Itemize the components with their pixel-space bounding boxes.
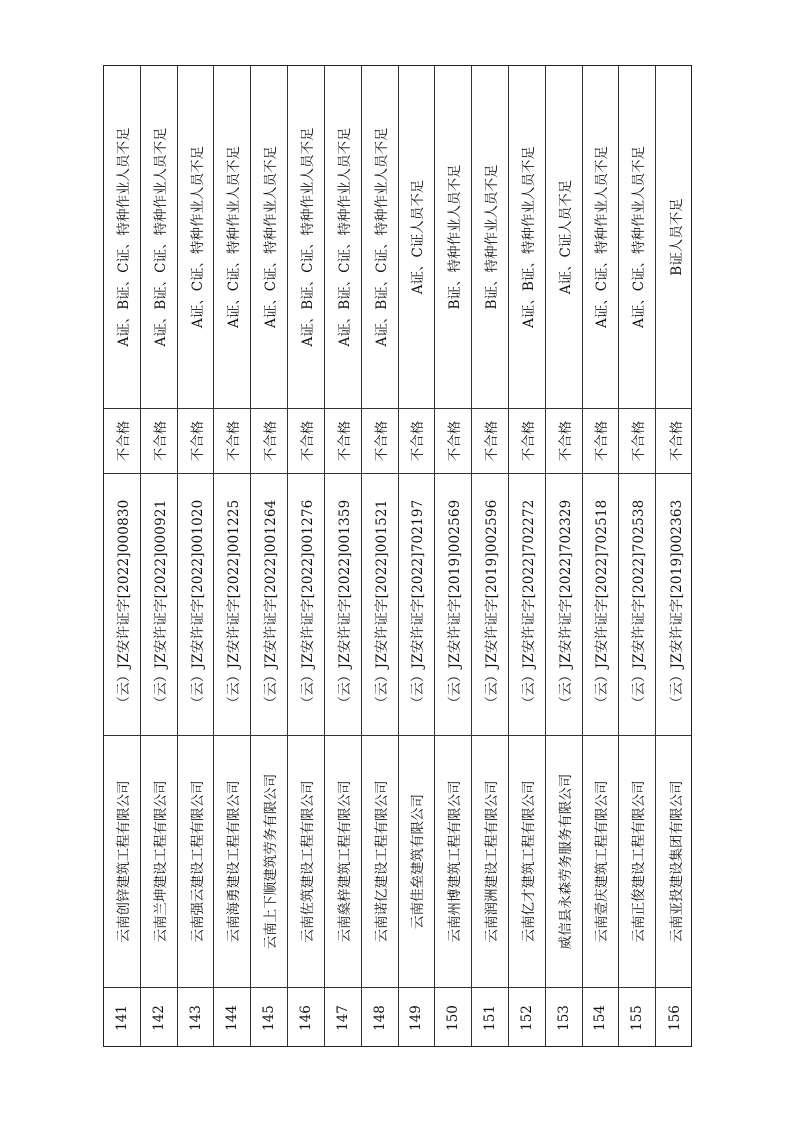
row-number: 145 (251, 987, 287, 1047)
table-row (288, 66, 325, 1047)
table-row (214, 66, 251, 1047)
table-row (104, 66, 141, 1047)
company-name: 云南诺亿建设工程有限公司 (362, 735, 398, 987)
license-number: （云）JZ安许证字[2022]001020 (178, 473, 214, 735)
failure-reason: A证、B证、C证、特种作业人员不足 (336, 127, 353, 347)
company-name: 云南佐筑建设工程有限公司 (288, 735, 324, 987)
check-result: 不合格 (656, 408, 692, 473)
failure-reason: B证、特种作业人员不足 (484, 164, 501, 310)
failure-reason: B证人员不足 (668, 198, 685, 276)
company-name: 云南兰坤建设工程有限公司 (141, 735, 177, 987)
table-row (583, 66, 620, 1047)
failure-reason: A证、B证、C证、特种作业人员不足 (115, 127, 132, 347)
license-number: （云）JZ安许证字[2022]702329 (546, 473, 582, 735)
row-number: 150 (435, 987, 471, 1047)
license-number: （云）JZ安许证字[2022]000830 (104, 473, 140, 735)
company-name: 云南上下顺建筑劳务有限公司 (251, 735, 287, 987)
row-number: 147 (325, 987, 361, 1047)
check-result: 不合格 (141, 408, 177, 473)
license-number: （云）JZ安许证字[2022]000921 (141, 473, 177, 735)
license-number: （云）JZ安许证字[2022]702518 (583, 473, 619, 735)
check-result: 不合格 (399, 408, 435, 473)
license-number: （云）JZ安许证字[2019]002596 (472, 473, 508, 735)
check-result: 不合格 (251, 408, 287, 473)
failure-reason: A证、B证、C证、特种作业人员不足 (299, 127, 316, 347)
check-result: 不合格 (104, 408, 140, 473)
check-result: 不合格 (178, 408, 214, 473)
table-row (325, 66, 362, 1047)
license-number: （云）JZ安许证字[2022]001225 (214, 473, 250, 735)
license-number: （云）JZ安许证字[2022]702538 (619, 473, 655, 735)
company-name: 云南州博建筑工程有限公司 (435, 735, 471, 987)
failure-reason: A证、B证、C证、特种作业人员不足 (152, 127, 169, 347)
license-number: （云）JZ安许证字[2022]001359 (325, 473, 361, 735)
company-name: 云南正俊建设工程有限公司 (619, 735, 655, 987)
check-result: 不合格 (546, 408, 582, 473)
check-result: 不合格 (325, 408, 361, 473)
table-row (251, 66, 288, 1047)
license-number: （云）JZ安许证字[2019]002569 (435, 473, 471, 735)
table-row (435, 66, 472, 1047)
row-number: 153 (546, 987, 582, 1047)
table-row (362, 66, 399, 1047)
table-row (472, 66, 509, 1047)
table-row (141, 66, 178, 1047)
check-result: 不合格 (472, 408, 508, 473)
license-number: （云）JZ安许证字[2022]702272 (509, 473, 545, 735)
table-row (509, 66, 546, 1047)
row-number: 154 (583, 987, 619, 1047)
row-number: 148 (362, 987, 398, 1047)
check-result: 不合格 (619, 408, 655, 473)
company-name: 云南燊梓建筑工程有限公司 (325, 735, 361, 987)
failure-reason: A证、C证、特种作业人员不足 (226, 145, 243, 329)
failure-reason: A证、C证、特种作业人员不足 (189, 145, 206, 329)
license-number: （云）JZ安许证字[2022]702197 (399, 473, 435, 735)
row-number: 142 (141, 987, 177, 1047)
failure-reason: A证、B证、C证、特种作业人员不足 (373, 127, 390, 347)
row-number: 156 (656, 987, 692, 1047)
rotated-table-body (104, 66, 692, 1047)
row-number: 144 (214, 987, 250, 1047)
company-name: 云南强云建设工程有限公司 (178, 735, 214, 987)
failure-reason: A证、C证、特种作业人员不足 (594, 145, 611, 329)
license-number: （云）JZ安许证字[2019]002363 (656, 473, 692, 735)
failure-reason: A证、C证、特种作业人员不足 (263, 145, 280, 329)
row-number: 152 (509, 987, 545, 1047)
row-number: 141 (104, 987, 140, 1047)
company-name: 云南佳垒建筑有限公司 (399, 735, 435, 987)
license-number: （云）JZ安许证字[2022]001276 (288, 473, 324, 735)
license-number: （云）JZ安许证字[2022]001521 (362, 473, 398, 735)
failure-reason: A证、C证人员不足 (410, 179, 427, 295)
company-name: 云南润洲建设工程有限公司 (472, 735, 508, 987)
company-name: 威信县永森劳务服务有限公司 (546, 735, 582, 987)
table-row (619, 66, 656, 1047)
check-result: 不合格 (583, 408, 619, 473)
failure-reason: B证、特种作业人员不足 (447, 164, 464, 310)
check-result: 不合格 (362, 408, 398, 473)
check-result: 不合格 (214, 408, 250, 473)
table-row (399, 66, 436, 1047)
check-result: 不合格 (435, 408, 471, 473)
company-name: 云南亚投建设集团有限公司 (656, 735, 692, 987)
table-row (178, 66, 215, 1047)
company-name: 云南亿才建筑工程有限公司 (509, 735, 545, 987)
company-name: 云南壹庆建筑工程有限公司 (583, 735, 619, 987)
failure-reason: A证、B证、特种作业人员不足 (520, 146, 537, 328)
failure-reason: A证、C证、特种作业人员不足 (631, 145, 648, 329)
check-result: 不合格 (509, 408, 545, 473)
company-name: 云南创锌建筑工程有限公司 (104, 735, 140, 987)
row-number: 151 (472, 987, 508, 1047)
table-row (546, 66, 583, 1047)
results-table (103, 65, 692, 1047)
table-row (656, 66, 692, 1047)
row-number: 155 (619, 987, 655, 1047)
row-number: 149 (399, 987, 435, 1047)
license-number: （云）JZ安许证字[2022]001264 (251, 473, 287, 735)
check-result: 不合格 (288, 408, 324, 473)
failure-reason: A证、C证人员不足 (557, 179, 574, 295)
row-number: 143 (178, 987, 214, 1047)
company-name: 云南海勇建设工程有限公司 (214, 735, 250, 987)
row-number: 146 (288, 987, 324, 1047)
